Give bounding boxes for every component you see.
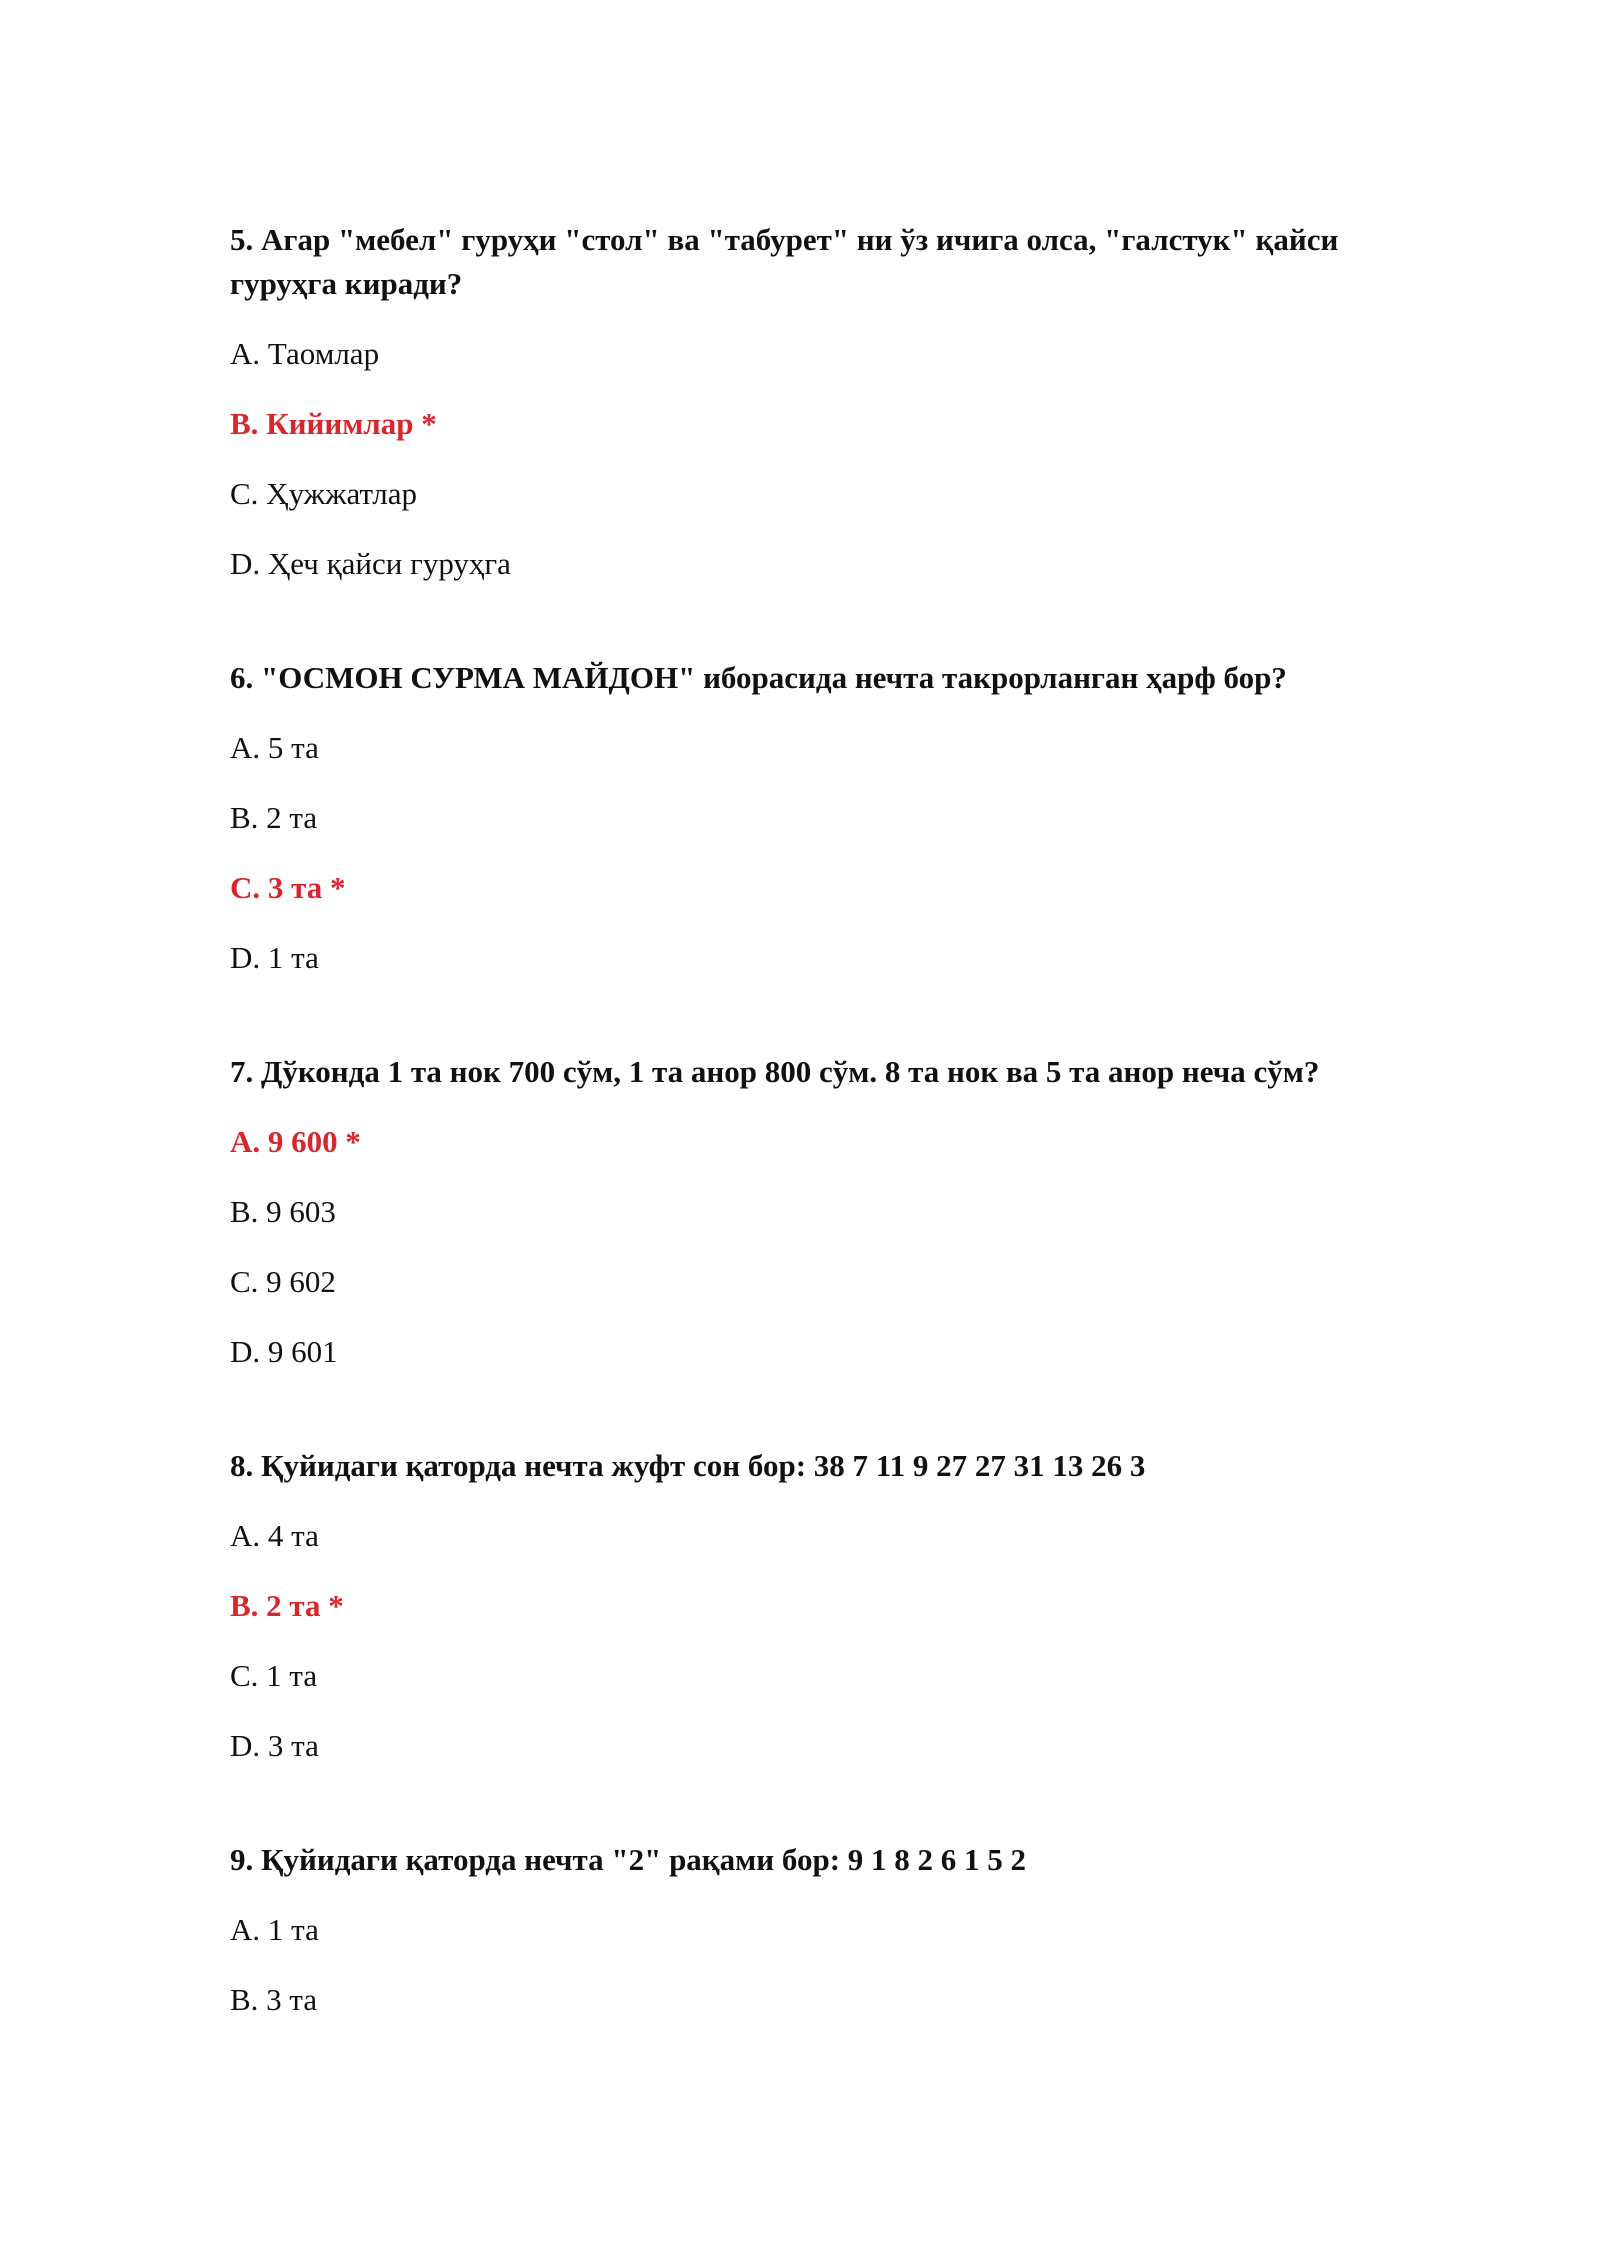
- quiz-page: [230, 218, 1410, 2092]
- option-a-correct: A. 9 600 *: [230, 1124, 361, 1159]
- option-b-correct: B. Кийимлар *: [230, 406, 437, 441]
- option-d: D. 1 та: [230, 940, 319, 975]
- option-d: D. Ҳеч қайси гуруҳга: [230, 546, 511, 581]
- question-text: 7. Дўконда 1 та нок 700 сўм, 1 та анор 800 сўм. 8 та нок ва 5 та анор неча сўм?: [230, 1054, 1320, 1089]
- option-a: A. 5 та: [230, 730, 319, 765]
- question-text: 9. Қуйидаги қаторда нечта "2" рақами бор: 9 1 8 2 6 1 5 2: [230, 1842, 1027, 1877]
- question-8: [230, 1444, 1410, 1768]
- question-9: [230, 1838, 1410, 2022]
- option-c: C. Ҳужжатлар: [230, 476, 417, 511]
- option-a: A. 1 та: [230, 1912, 319, 1947]
- option-c-correct: C. 3 та *: [230, 870, 346, 905]
- question-7: [230, 1050, 1410, 1374]
- option-b: B. 2 та: [230, 800, 318, 835]
- option-b-correct: B. 2 та *: [230, 1588, 344, 1623]
- option-c: C. 9 602: [230, 1264, 336, 1299]
- question-5: [230, 218, 1410, 586]
- question-text: 5. Агар "мебел" гуруҳи "стол" ва "табурет" ни ўз ичига олса, "галстук" қайси гуруҳга киради?: [230, 222, 1339, 301]
- option-b: B. 3 та: [230, 1982, 318, 2017]
- question-text: 6. "ОСМОН СУРМА МАЙДОН" иборасида нечта такрорланган ҳарф бор?: [230, 660, 1287, 695]
- option-d: D. 9 601: [230, 1334, 338, 1369]
- option-a: A. 4 та: [230, 1518, 319, 1553]
- option-b: B. 9 603: [230, 1194, 336, 1229]
- option-c: C. 1 та: [230, 1658, 318, 1693]
- option-d: D. 3 та: [230, 1728, 319, 1763]
- option-a: A. Таомлар: [230, 336, 380, 371]
- question-6: [230, 656, 1410, 980]
- question-text: 8. Қуйидаги қаторда нечта жуфт сон бор: 38 7 11 9 27 27 31 13 26 3: [230, 1448, 1146, 1483]
